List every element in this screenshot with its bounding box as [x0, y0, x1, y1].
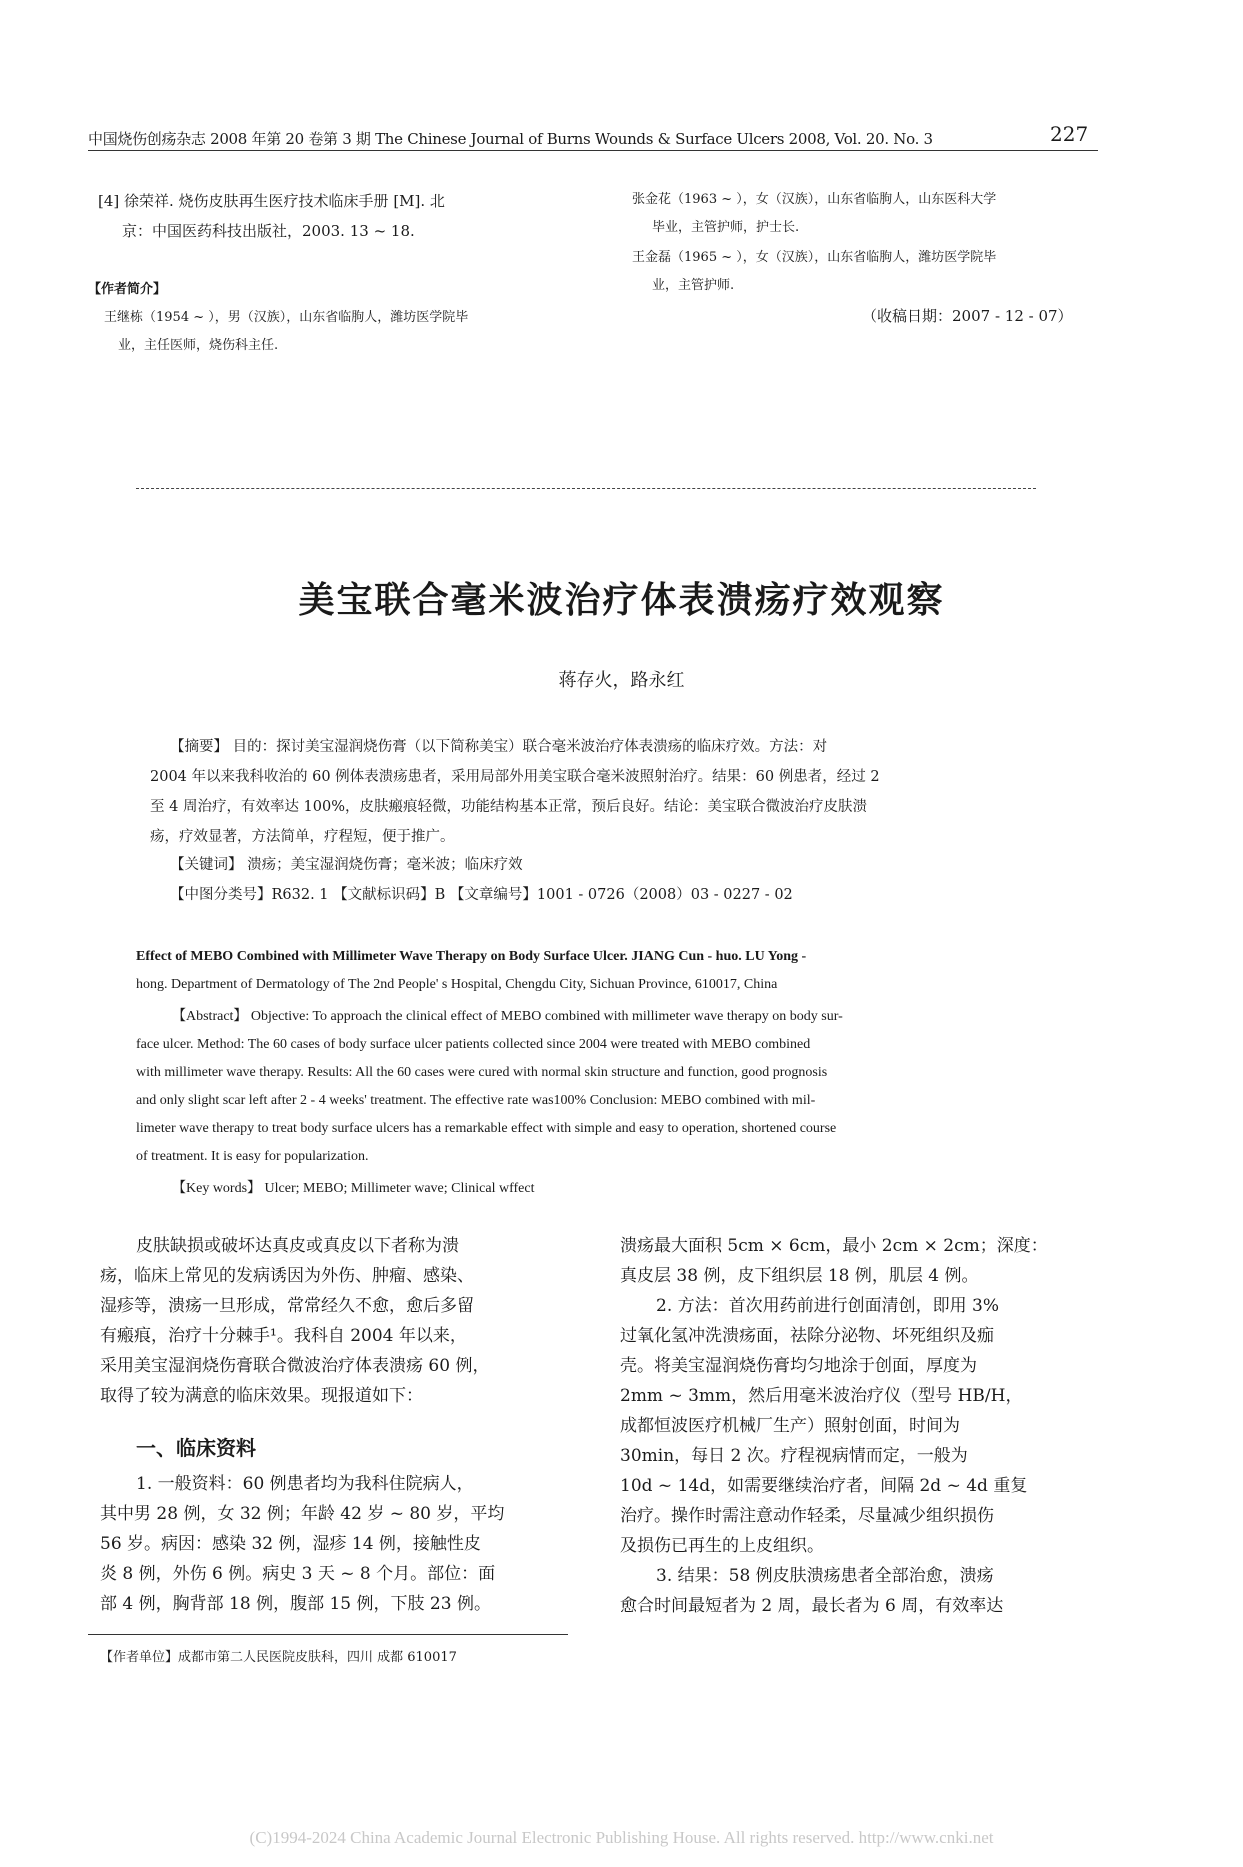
reference-4-line1: [4] 徐荣祥. 烧伤皮肤再生医疗技术临床手册 [M]. 北 — [98, 192, 445, 210]
general-info-line-5: 部 4 例，胸背部 18 例，腹部 15 例，下肢 23 例。 — [100, 1594, 491, 1614]
author-intro-right-line3: 王金磊（1965 ~ ），女（汉族），山东省临朐人，潍坊医学院毕 — [632, 250, 997, 265]
right-line-8: 30min，每日 2 次。疗程视病情而定，一般为 — [620, 1446, 968, 1466]
copyright-footer: (C)1994-2024 China Academic Journal Electronic Publishing House. All rights reserved. http://www.cnki.net — [249, 1828, 994, 1847]
right-line-5: 壳。将美宝湿润烧伤膏均匀地涂于创面，厚度为 — [620, 1356, 977, 1376]
abstract-en-line5: with millimeter wave therapy. Results: All the 60 cases were cured with normal skin structure and function, good prognosis — [136, 1065, 828, 1080]
classification-codes: 【中图分类号】R632. 1 【文献标识码】B 【文章编号】1001 - 0726（2008）03 - 0227 - 02 — [170, 887, 793, 903]
abstract-cn-line3: 至 4 周治疗，有效率达 100%，皮肤瘢痕轻微，功能结构基本正常，预后良好。结论：美宝联合微波治疗皮肤溃 — [150, 799, 868, 815]
abstract-cn-line2: 2004 年以来我科收治的 60 例体表溃疡患者，采用局部外用美宝联合毫米波照射治疗。结果：60 例患者，经过 2 — [150, 769, 880, 785]
right-line-11: 及损伤已再生的上皮组织。 — [620, 1536, 824, 1556]
author-intro-right-line2: 毕业，主管护师，护士长. — [652, 220, 800, 235]
intro-line-4: 有瘢痕，治疗十分棘手¹。我科自 2004 年以来， — [100, 1326, 467, 1346]
general-info-line-2: 其中男 28 例，女 32 例；年龄 42 岁 ~ 80 岁，平均 — [100, 1504, 505, 1524]
right-line-13: 愈合时间最短者为 2 周，最长者为 6 周，有效率达 — [620, 1596, 1004, 1616]
keywords-en: 【Key words】 Ulcer; MEBO; Millimeter wave; Clinical wffect — [172, 1181, 535, 1196]
abstract-cn-line1: 【摘要】 目的：探讨美宝湿润烧伤膏（以下简称美宝）联合毫米波治疗体表溃疡的临床疗效。方法：对 — [170, 739, 828, 755]
author-unit: 【作者单位】成都市第二人民医院皮肤科，四川 成都 610017 — [100, 1650, 457, 1665]
right-line-3: 2. 方法：首次用药前进行创面清创，即用 3% — [656, 1296, 999, 1316]
page-number: 227 — [1050, 122, 1089, 146]
footnote-rule — [88, 1634, 568, 1635]
general-info-line-4: 炎 8 例，外伤 6 例。病史 3 天 ~ 8 个月。部位：面 — [100, 1564, 496, 1584]
article-authors: 蒋存火，路永红 — [558, 670, 685, 691]
right-line-1: 溃疡最大面积 5cm × 6cm，最小 2cm × 2cm；深度： — [620, 1236, 1048, 1256]
intro-line-5: 采用美宝湿润烧伤膏联合微波治疗体表溃疡 60 例， — [100, 1356, 490, 1376]
article-title: 美宝联合毫米波治疗体表溃疡疗效观察 — [298, 580, 945, 621]
author-intro-left-line1: 王继栋（1954 ~ ），男（汉族），山东省临朐人，潍坊医学院毕 — [104, 310, 469, 325]
author-intro-right-line4: 业，主管护师. — [652, 278, 735, 293]
intro-line-6: 取得了较为满意的临床效果。现报道如下： — [100, 1386, 423, 1406]
header-rule — [88, 150, 1098, 151]
intro-line-3: 湿疹等，溃疡一旦形成，常常经久不愈，愈后多留 — [100, 1296, 474, 1316]
abstract-en-line6: and only slight scar left after 2 - 4 weeks' treatment. The effective rate was100% Conclusion: MEBO combined with mil- — [136, 1093, 816, 1108]
abstract-en-line8: of treatment. It is easy for popularization. — [136, 1149, 369, 1164]
right-line-2: 真皮层 38 例，皮下组织层 18 例，肌层 4 例。 — [620, 1266, 979, 1286]
abstract-en-line7: limeter wave therapy to treat body surface ulcers has a remarkable effect with simple and easy to operation, shortened course — [136, 1121, 837, 1136]
journal-header: 中国烧伤创疡杂志 2008 年第 20 卷第 3 期 The Chinese Journal of Burns Wounds & Surface Ulcers 2008, Vol. 20. No. 3 — [88, 130, 933, 148]
abstract-en-line4: face ulcer. Method: The 60 cases of body surface ulcer patients collected since 2004 were treated with MEBO combined — [136, 1037, 811, 1052]
reference-4-line2: 京：中国医药科技出版社，2003. 13 ~ 18. — [122, 222, 415, 240]
keywords-cn: 【关键词】 溃疡；美宝湿润烧伤膏；毫米波；临床疗效 — [170, 857, 523, 873]
right-line-6: 2mm ~ 3mm，然后用毫米波治疗仪（型号 HB/H， — [620, 1386, 1023, 1406]
general-info-line-3: 56 岁。病因：感染 32 例，湿疹 14 例，接触性皮 — [100, 1534, 481, 1554]
author-intro-label: 【作者简介】 — [88, 282, 167, 297]
intro-line-2: 疡，临床上常见的发病诱因为外伤、肿瘤、感染、 — [100, 1266, 474, 1286]
right-line-9: 10d ~ 14d，如需要继续治疗者，间隔 2d ~ 4d 重复 — [620, 1476, 1028, 1496]
intro-line-1: 皮肤缺损或破坏达真皮或真皮以下者称为溃 — [136, 1236, 459, 1256]
right-line-12: 3. 结果：58 例皮肤溃疡患者全部治愈，溃疡 — [656, 1566, 994, 1586]
received-date: （收稿日期：2007 - 12 - 07） — [862, 307, 1073, 325]
right-line-7: 成都恒波医疗机械厂生产）照射创面，时间为 — [620, 1416, 960, 1436]
right-line-10: 治疗。操作时需注意动作轻柔，尽量减少组织损伤 — [620, 1506, 994, 1526]
general-info-line-1: 1. 一般资料：60 例患者均为我科住院病人， — [136, 1474, 474, 1494]
section-heading-clinical: 一、临床资料 — [136, 1436, 256, 1460]
abstract-en-title-line: Effect of MEBO Combined with Millimeter Wave Therapy on Body Surface Ulcer. JIANG Cun - huo. LU Yong - — [136, 949, 807, 964]
author-intro-right-line1: 张金花（1963 ~ ），女（汉族），山东省临朐人，山东医科大学 — [632, 192, 997, 207]
abstract-cn-line4: 疡，疗效显著，方法简单，疗程短，便于推广。 — [150, 829, 455, 845]
abstract-en-line3: 【Abstract】 Objective: To approach the clinical effect of MEBO combined with millimeter wave therapy on body sur- — [172, 1009, 843, 1024]
article-divider — [136, 488, 1036, 489]
author-intro-left-line2: 业，主任医师，烧伤科主任. — [118, 338, 279, 353]
abstract-en-affiliation: hong. Department of Dermatology of The 2nd People' s Hospital, Chengdu City, Sichuan Province, 610017, China — [136, 977, 778, 992]
right-line-4: 过氧化氢冲洗溃疡面，祛除分泌物、坏死组织及痂 — [620, 1326, 994, 1346]
